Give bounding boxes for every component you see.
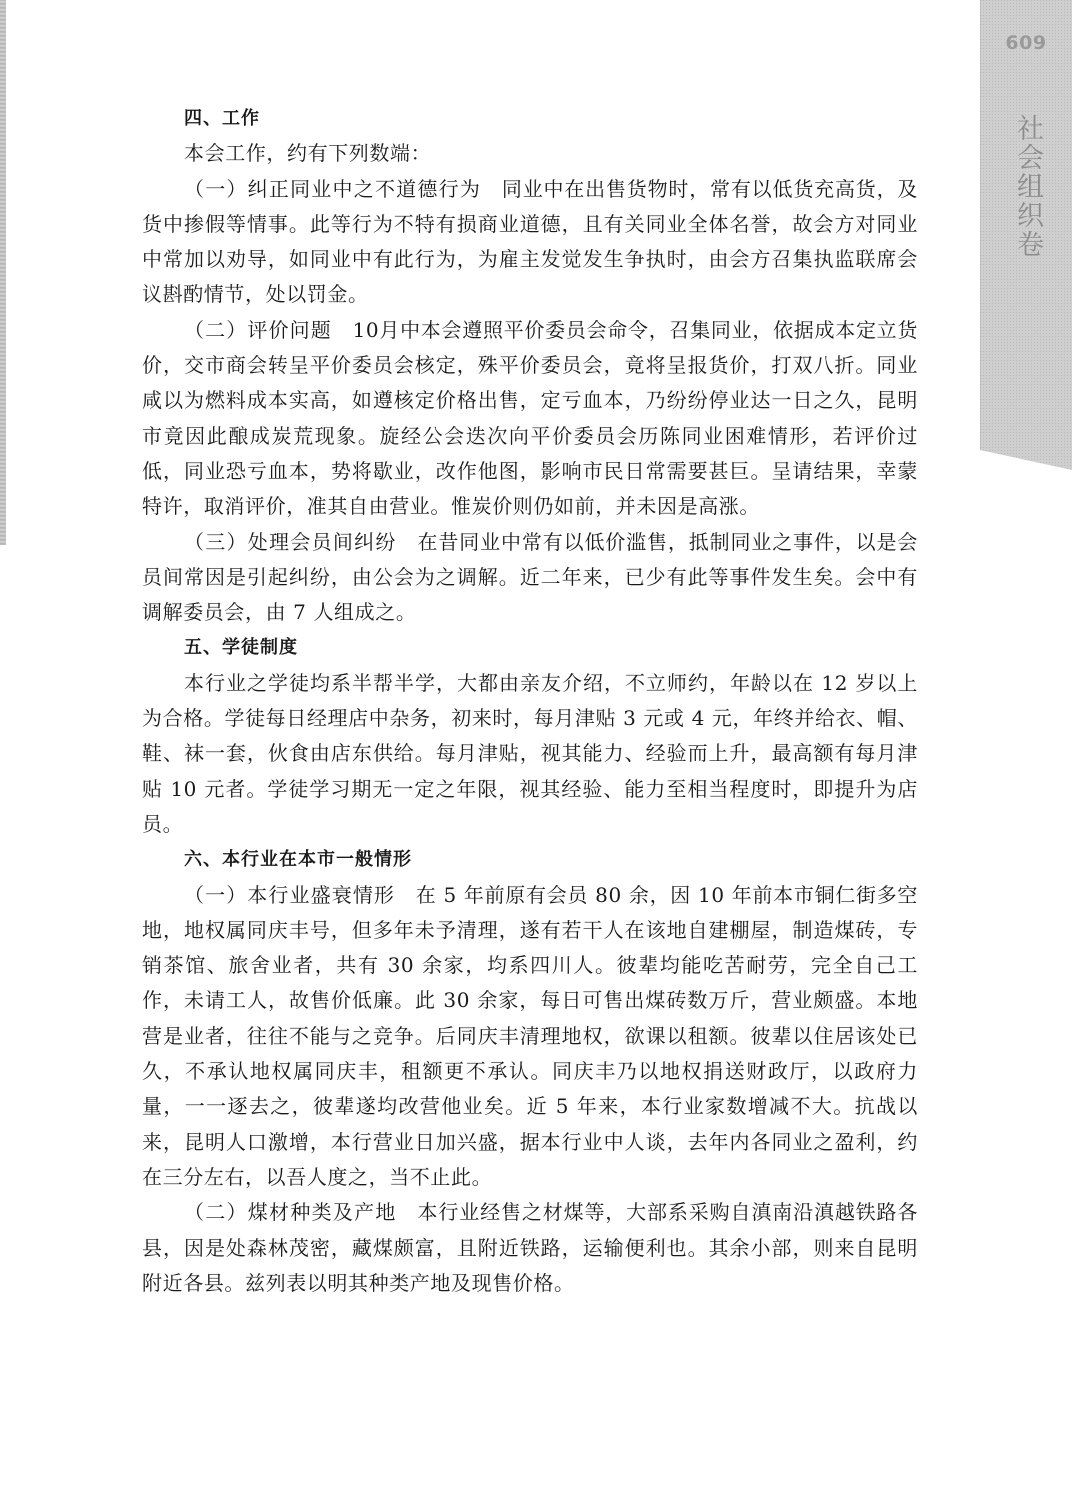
scan-edge-shadow bbox=[0, 0, 6, 545]
paragraph-body: 同业中在出售货物时，常有以低货充高货，及货中掺假等情事。此等行为不特有损商业道德，且有关同业全体名誉，故会方对同业中常加以劝导，如同业中有此行为，为雇主发觉发生争执时，由会方召集执监联席会议斟酌情节，处以罚金。 bbox=[142, 176, 919, 307]
paragraph-lead: （二）评价问题 bbox=[184, 317, 332, 342]
paragraph-lead: （一）本行业盛衰情形 bbox=[184, 882, 396, 907]
paragraph-work-2 bbox=[142, 313, 918, 525]
paragraph-apprentice: 本行业之学徒均系半帮半学，大都由亲友介绍，不立师约，年龄以在 12 岁以上为合格。学徒每日经理店中杂务，初来时，每月津贴 3 元或 4 元，年终并给衣、帽、鞋、袜一套，伙食由店东供给。每月津贴，视其能力、经验而上升，最高额有每月津贴 10 元者。学徒学习期无一定之年限，视其经验、能力至相当程度时，即提升为店员。 bbox=[142, 670, 918, 836]
paragraph-work-3 bbox=[142, 525, 918, 631]
section-heading-work: 四、工作 bbox=[184, 108, 260, 129]
paragraph-work-1 bbox=[142, 172, 918, 313]
page-number: 609 bbox=[1005, 32, 1047, 54]
paragraph-body: 在昔同业中常有以低价滥售，抵制同业之事件，以是会员间常因是引起纠纷，由公会为之调解。近二年来，已少有此等事件发生矣。会中有调解委员会，由 7 人组成之。 bbox=[142, 529, 919, 625]
paragraph-body: 在 5 年前原有会员 80 余，因 10 年前本市铜仁街多空地，地权属同庆丰号，但多年未予清理，遂有若干人在该地自建棚屋，制造煤砖，专销茶馆、旅舍业者，共有 30 余家，均系四川人。彼辈均能吃苦耐劳，完全自己工作，未请工人，故售价低廉。此 30 余家，每日可售出煤砖数万斤，营业颇盛。本地营是业者，往往不能与之竞争。后同庆丰清理地权，欲课以租额。彼辈以住居该处已久，不承认地权属同庆丰，租额更不承认。同庆丰乃以地权捐送财政厅，以政府力量，一一逐去之，彼辈遂均改营他业矣。近 5 年来，本行业家数增减不大。抗战以来，昆明人口激增，本行营业日加兴盛，据本行业中人谈，去年内各同业之盈利，约在三分左右，以吾人度之，当不止此。 bbox=[142, 882, 918, 1189]
section-heading-apprentice: 五、学徒制度 bbox=[184, 637, 298, 659]
paragraph-body: 10月中本会遵照平价委员会命令，召集同业，依据成本定立货价，交市商会转呈平价委员会核定，殊平价委员会，竟将呈报货价，打双八折。同业咸以为燃料成本实高，如遵核定价格出售，定亏血本，乃纷纷停业达一日之久，昆明市竟因此酿成炭荒现象。旋经公会迭次向平价委员会历陈同业困难情形，若评价过低，同业恐亏血本，势将歇业，改作他图，影响市民日常需要甚巨。呈请结果，幸蒙特许，取消评价，准其自由营业。惟炭价则仍如前，并未因是高涨。 bbox=[142, 317, 919, 519]
section-intro-work: 本会工作，约有下列数端： bbox=[184, 141, 432, 166]
volume-title: 社会组织卷 bbox=[1012, 114, 1043, 259]
section-heading-general: 六、本行业在本市一般情形 bbox=[184, 849, 412, 871]
paragraph-lead: （二）煤材种类及产地 bbox=[184, 1200, 397, 1225]
paragraph-lead: （三）处理会员间纠纷 bbox=[184, 529, 397, 554]
paragraph-general-2 bbox=[142, 1195, 918, 1301]
paragraph-lead: （一）纠正同业中之不道德行为 bbox=[184, 176, 482, 201]
document-body bbox=[142, 101, 918, 1301]
paragraph-general-1 bbox=[142, 878, 918, 1196]
paragraph-body: 本行业经售之材煤等，大部系采购自滇南沿滇越铁路各县，因是处森林茂密，藏煤颇富，且附近铁路，运输便利也。其余小部，则来自昆明附近各县。兹列表以明其种类产地及现售价格。 bbox=[142, 1200, 919, 1295]
